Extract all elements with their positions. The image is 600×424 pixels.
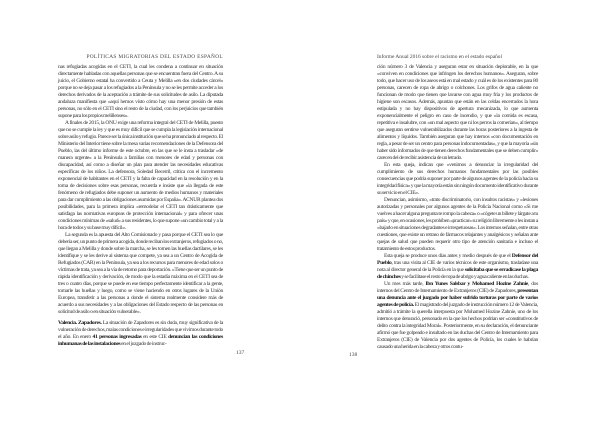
text-run: nas refugiadas acogidas en el CETI, la cual les condena a continuar en situación directamente habladas con aquellas personas que se encuentran fuera del Centro. A su juicio, el Gobierno estatal ha convertido a Ceuta y Melilla «en dos ciudades cárcel» porque no se deja pasar a los refugiados a la Península y no se les permite acceder a los derechos derivados de la aceptación a trámite de sus solicitudes de asilo. La diputada andaluza manifiesta que «aquí hemos visto cómo hay una menor presión de estas personas, no sólo en el CETI sino el resto de la ciudad, con los perjuicios que también supone para los propios melillenses».	[58, 64, 223, 119]
bold-text: presentan una denuncia ante el juzgado por haber sufrido torturas por parte de varios agentes de policía.	[377, 288, 538, 308]
text-run: Esta queja se produce unos días antes y medio después de que el	[384, 253, 512, 259]
text-run: ción número 3 de Valencia y aseguran estar en situación deplorable, en la que «conviven en condiciones que infringen los derechos humanos». Aseguran, sobre todo, que hacer uso de los aseos está en mal estado y cuál es de los existentes para 80 personas, carecen de ropa de abrigo o colchones. Los grifos de agua caliente no funcionan de modo que tienen que lavarse con agua muy fría y los productos de higiene son escasos. Además, apuntan que están en las celdas encerrados la hora estipulada y no hay dispositivos de apertura mecanizada, lo que aumenta exponencialmente el peligro en caso de incendio, y que «la comida es escasa, repetitiva e insalubre, con «un mal aspecto que ni los perros la comerían», al tiempo que aseguran sentirse vulnerabilizados durante las horas posteriores a la ingesta de alimentos y líquidos. También aseguran que hay internos «con documentación en regla, a pesar de ser un centro para personas indocumentadas», y que la mayoría «sin haber sido informados de que tienen derechos fundamentales que se deben cumplir» carecen del de recibir asistencia de un letrado.	[377, 64, 538, 161]
text-run: Denuncian, asimismo, «trato discriminatorio, con insultos racistas» y «lesiones autorizadas y personales por algunos agentes de la Policía Nacional como «Si me vuelves a hacer alguna pregunta te rompo la cabeza» o «cógete un billete y lárgate a tu país» y que, en ocasiones, les prohíben «practicar» su religión libremente o les instan a «bajarlo en situaciones degradantes e irrespetuosas». Los internos señalan, entre otras cuestiones, que existe un retraso de fármacos relajantes y analgésicos y señalan ante quejas de salud que pueden requerir otro tipo de atención sanitaria e incluso el tratamiento de estos productos.	[377, 197, 538, 252]
body-text	[58, 64, 223, 348]
bold-text: Valencia. Zapadores.	[58, 320, 102, 326]
paragraph	[58, 120, 223, 232]
paragraph	[377, 162, 538, 197]
page-number: 138	[349, 352, 358, 358]
bold-text: Defensor del Pueblo	[377, 253, 538, 266]
text-run: y se facilitase el resto de ropa de abrigo y agua caliente en las duchas.	[400, 274, 529, 280]
paragraph	[377, 281, 538, 351]
text-run: La segunda es la apuesta del Alto Comisionado y pasa porque el CETI sea lo que debería ser, un punto de primera acogida, donde reciban los extranjeros, refugiados o no, que llegan a Melilla y donde sobre la marcha, se les tomen las huellas dactilares, se les identifique y se les derive al sistema que compete, ya sea a un Centro de Acogida de Refugiados (CAR) en la Península, ya sea a los recursos para menores de edad solos o víctimas de trata, ya sea a la vía de retorno para deportación. «Tiene que ser un punto de rápida identificación y derivación, de modo que la estadía máxima en el CETI sea de tres o cuatro días, porque se puede en ese tiempo perfectamente identificar a la gente, tomarle las huellas y luego, como se viene haciendo en otros lugares de la Unión Europea, transferir a las personas a donde el sistema realmente considere más de acuerdo a sus necesidades y a las obligaciones del Estado respecto de las personas en solicitud de asilo o en situación vulnerable».	[58, 232, 223, 315]
bold-text: Ibn Yunes Salsbar y Mohamed Hozine Zahnie	[425, 281, 528, 287]
text-run: En esta queja, indican que «venimos a denunciar la irregularidad del cumplimiento de sus derechos humanos fundamentales por las posibles consecuencias que podría suponer por parte de algunos agentes de la policía hacia su integridad física» y que la mayoría están sin ningún documento identificativo durante su servicio en el CIE».	[377, 162, 538, 196]
paragraph	[58, 232, 223, 316]
running-header: POLÍTICAS MIGRATORIAS DEL ESTADO ESPAÑOL	[86, 54, 223, 60]
text-run: Un mes más tarde,	[384, 281, 426, 287]
text-run: , tras una visita al CIE de varios técnicos de este organismo, trasladase una nota al director general de la Policía en la que	[377, 260, 538, 273]
paragraph	[377, 197, 538, 253]
paragraph	[377, 64, 538, 162]
text-run: en este CIE	[141, 334, 169, 340]
running-header: Informe Anual 2016 sobre el racismo en el estado español	[377, 54, 502, 60]
text-run: A finales de 2015, la ONU exige una reforma integral del CETI de Melilla, puesto que no se cumple la ley y que es muy difícil que se cumpla la legislación internacional sobre asilo y refugio. Parece ser la única institución que se ha pronunciado al respecto. El Ministerio del Interior tiene sobre la mesa varias recomendaciones de la Defensora del Pueblo, las del último informe de este octubre, en las que se le insta a trasladar «de manera urgente» a la Península a familias con menores de edad y personas con discapacidad, así como a diseñar un plan para atender las necesidades educativas específicas de los niños. La defensora, Soledad Becerril, critica con el incremento exponencial de habitantes en el CETI y la falta de capacidad en la resolución y en la toma de decisiones sobre esas personas, recuerda e insiste que «la llegada de este fenómeno de refugiados debe suponer un aumento de medios humanos y materiales para dar cumplimiento a las obligaciones asumidas por España». ACNUR plantea dos posibilidades, para la primera implica «remodelar el CETI tan drásticamente que satisfaga las normativas europeas de protección internacional» y para ofrecer unas condiciones mínimas de «salud» a sus residentes, lo que supone «un cambio total y a la hora de todos y su base muy difícil».	[58, 120, 223, 231]
bold-text: 41 personas ingresadas	[92, 334, 142, 340]
body-text	[377, 64, 538, 351]
text-run: , dos internos del Centro de Internamiento de Extranjeros (CIE) de Zapadores,	[377, 281, 539, 294]
paragraph	[377, 253, 538, 281]
text-run: en el juzgado de instruc-	[120, 341, 167, 347]
page-number: 137	[236, 350, 245, 356]
text-run: La situación de Zapadores es sin duda, muy significativa de la vulneración de derechos, malas condiciones e irregularidades que vivimos durante todo el año. En enero	[58, 320, 223, 340]
paragraph	[58, 320, 223, 348]
bold-text: denuncian las condiciones inhumanas de las instalaciones	[58, 334, 223, 347]
text-run: El magistrado del juzgado de instrucción número 12 de Valencia, admitió a trámite la querella interpuesta por Mohamed Hozine Zahnie, uno de los internos que denunció, personado en la que los hechos podrían ser «constitutivos de delito contra la integridad Moral». Posteriormente, en su declaración, el denunciante afirmó que fue golpeado e insultado en las duchas del Centro de Internamiento para Extranjeros (CIE) de Valencia por dos agentes de Policía, los cuales le habrían causado una herida en la cabeza y otros contu-	[377, 302, 538, 350]
bold-text: solicitaba que se erradicase la plaga de chinches	[377, 267, 538, 280]
paragraph	[58, 64, 223, 120]
